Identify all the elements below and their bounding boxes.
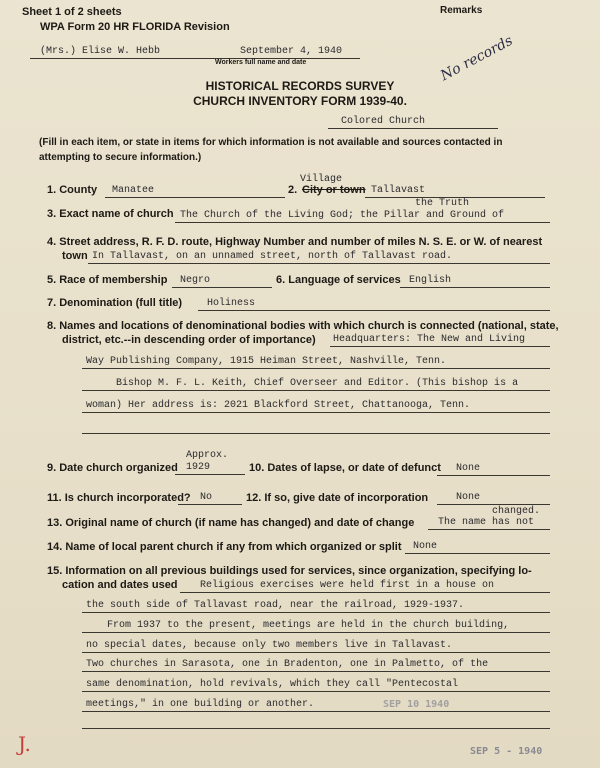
- sheet-count: Sheet 1 of 2 sheets: [22, 6, 122, 18]
- q15-line-5: Two churches in Sarasota, one in Bradenton, one in Palmetto, of the: [86, 659, 489, 670]
- q15-line-6: same denomination, hold revivals, which they call "Pentecostal: [86, 679, 459, 690]
- q3-label: 3. Exact name of church: [47, 208, 174, 220]
- q15-line-4: no special dates, because only two members live in Tallavast.: [86, 640, 453, 651]
- remarks-heading: Remarks: [440, 5, 483, 16]
- q8-value-line3: Bishop M. F. L. Keith, Chief Overseer and Editor. (This bishop is a: [116, 378, 519, 389]
- instructions-line2: attempting to secure information.): [39, 152, 202, 163]
- q12-value: None: [456, 492, 481, 503]
- form-id: WPA Form 20 HR FLORIDA Revision: [40, 21, 230, 33]
- q6-value: English: [409, 275, 452, 286]
- q7-label: 7. Denomination (full title): [47, 297, 183, 309]
- q13-insert: changed.: [492, 506, 541, 517]
- date-stamp-bottom: SEP 5 - 1940: [470, 746, 543, 757]
- q7-value: Holiness: [207, 298, 256, 309]
- q9-label: 9. Date church organized: [47, 462, 178, 474]
- q3-insert: the Truth: [415, 198, 470, 209]
- q12-label: 12. If so, give date of incorporation: [246, 492, 429, 504]
- handwritten-note: No records: [438, 32, 516, 85]
- q3-value: The Church of the Living God; the Pillar and Ground of: [180, 210, 505, 221]
- q8-label-line1: 8. Names and locations of denominational bodies with which church is connected (national, state,: [47, 320, 559, 332]
- q2-struck-label: City or town: [302, 184, 366, 196]
- q6-label: 6. Language of services: [276, 274, 401, 286]
- q13-label: 13. Original name of church (if name has changed) and date of change: [47, 517, 415, 529]
- worker-name: (Mrs.) Elise W. Hebb: [40, 46, 161, 57]
- q11-value: No: [200, 492, 213, 503]
- date-stamp-inline: SEP 10 1940: [383, 699, 450, 710]
- q14-label: 14. Name of local parent church if any from which organized or split: [47, 541, 402, 553]
- q15-label-line1: 15. Information on all previous buildings used for services, since organization, specifying lo-: [47, 565, 532, 577]
- q10-value: None: [456, 463, 481, 474]
- form-title-line2: CHURCH INVENTORY FORM 1939-40.: [193, 94, 407, 108]
- q4-label-line2: town: [62, 250, 88, 262]
- q10-label: 10. Dates of lapse, or date of defunct: [249, 462, 441, 474]
- q8-value-line1: Headquarters: The New and Living: [333, 334, 526, 345]
- q15-line-3: From 1937 to the present, meetings are held in the church building,: [107, 620, 510, 631]
- q2-insert: Village: [300, 174, 343, 185]
- instructions-line1: (Fill in each item, or state in items for which information is not available and sources contacted in: [39, 137, 503, 148]
- q2-label: 2.: [288, 184, 298, 196]
- q15-line-7: meetings," in one building or another.: [86, 699, 315, 710]
- q2-value: Tallavast: [371, 185, 426, 196]
- q5-value: Negro: [180, 275, 211, 286]
- q5-label: 5. Race of membership: [47, 274, 168, 286]
- q9-insert: Approx.: [186, 450, 229, 461]
- q15-line-1: Religious exercises were held first in a house on: [200, 580, 495, 591]
- q14-value: None: [413, 541, 438, 552]
- q1-value: Manatee: [112, 185, 155, 196]
- q8-value-line2: Way Publishing Company, 1915 Heiman Street, Nashville, Tenn.: [86, 356, 447, 367]
- form-title-line1: HISTORICAL RECORDS SURVEY: [205, 79, 395, 93]
- q15-label-line2: cation and dates used: [62, 579, 178, 591]
- worker-date: September 4, 1940: [240, 46, 343, 57]
- worker-caption: Workers full name and date: [215, 59, 307, 66]
- q4-label-line1: 4. Street address, R. F. D. route, Highway Number and number of miles N. S. E. or W. of nearest: [47, 236, 543, 248]
- q8-value-line4: woman) Her address is: 2021 Blackford Street, Chattanooga, Tenn.: [86, 400, 471, 411]
- q4-value: In Tallavast, on an unnamed street, north of Tallavast road.: [92, 251, 453, 262]
- q11-label: 11. Is church incorporated?: [47, 492, 191, 504]
- q13-value: The name has not: [438, 517, 535, 528]
- q1-label: 1. County: [47, 184, 98, 196]
- q9-value: 1929: [186, 462, 211, 473]
- q8-label-line2: district, etc.--in descending order of importance): [62, 334, 316, 346]
- corner-mark: J.: [18, 732, 31, 756]
- church-type: Colored Church: [341, 116, 426, 127]
- q15-line-2: the south side of Tallavast road, near the railroad, 1929-1937.: [86, 600, 465, 611]
